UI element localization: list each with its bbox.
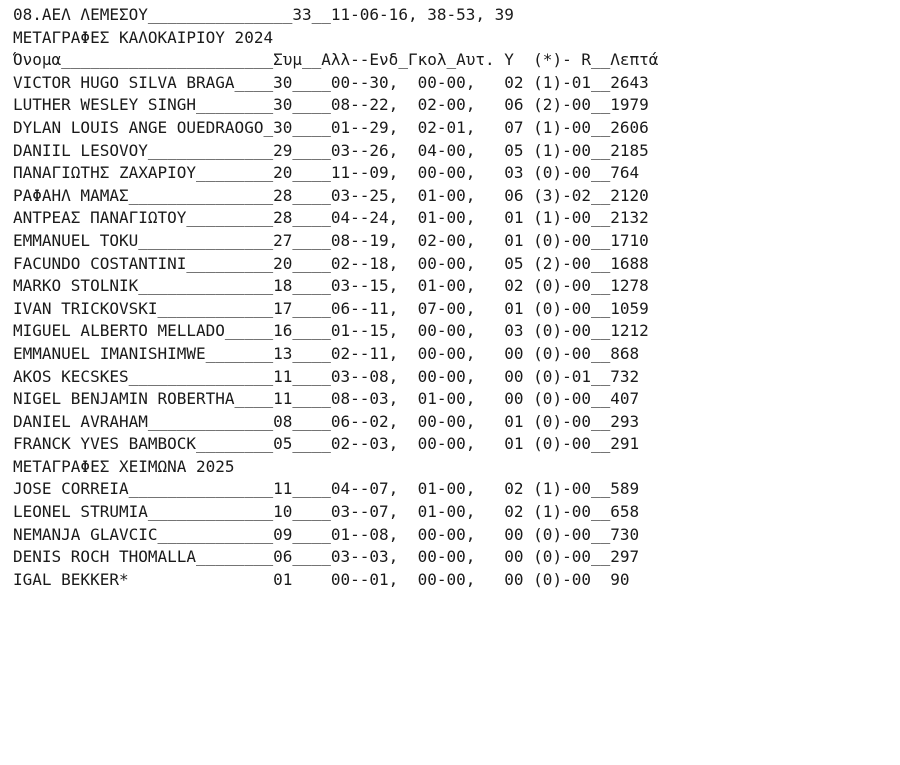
player-row: DANIIL LESOVOY_____________29____03--26, 04-00, 05 (1)-00__2185 [13, 140, 649, 160]
player-row: LEONEL STRUMIA_____________10____03--07, 01-00, 02 (1)-00__658 [13, 502, 640, 522]
player-row: MARKO STOLNIK______________18____03--15, 01-00, 02 (0)-00__1278 [13, 276, 649, 296]
player-row: ΠΑΝΑΓΙΩΤΗΣ ΖΑΧΑΡΙΟΥ________20____11--09, 00-00, 03 (0)-00__764 [13, 163, 640, 183]
player-row: ΡΑΦΑΗΛ ΜΑΜΑΣ_______________28____03--25, 01-00, 06 (3)-02__2120 [13, 185, 649, 205]
player-row: EMMANUEL IMANISHIMWE_______13____02--11, 00-00, 00 (0)-00__868 [13, 343, 640, 363]
player-row: AKOS KECSKES_______________11____03--08, 00-00, 00 (0)-01__732 [13, 366, 640, 386]
player-row: DENIS ROCH THOMALLA________06____03--03, 00-00, 00 (0)-00__297 [13, 547, 640, 567]
team-summary-line: 08.ΑΕΛ ΛΕΜΕΣΟΥ_______________33__11-06-16, 38-53, 39 [13, 5, 514, 24]
player-row: LUTHER WESLEY SINGH________30____08--22, 02-00, 06 (2)-00__1979 [13, 95, 649, 115]
player-row: MIGUEL ALBERTO MELLADO_____16____01--15, 00-00, 03 (0)-00__1212 [13, 321, 649, 341]
player-row: VICTOR HUGO SILVA BRAGA____30____00--30, 00-00, 02 (1)-01__2643 [13, 72, 649, 92]
player-row: IGAL BEKKER* 01 00--01, 00-00, 00 (0)-00 90 [13, 569, 630, 589]
player-row: ΑΝΤΡΕΑΣ ΠΑΝΑΓΙΩΤΟΥ_________28____04--24, 01-00, 01 (1)-00__2132 [13, 208, 649, 228]
player-row: DANIEL AVRAHAM_____________08____06--02, 00-00, 01 (0)-00__293 [13, 411, 640, 431]
player-row: NIGEL BENJAMIN ROBERTHA____11____08--03, 01-00, 00 (0)-00__407 [13, 389, 640, 409]
player-row: EMMANUEL TOKU______________27____08--19, 02-00, 01 (0)-00__1710 [13, 230, 649, 250]
player-row: FRANCK YVES BAMBOCK________05____02--03, 00-00, 01 (0)-00__291 [13, 434, 640, 454]
player-row: FACUNDO COSTANTINI_________20____02--18, 00-00, 05 (2)-00__1688 [13, 253, 649, 273]
section-title-winter: ΜΕΤΑΓΡΑΦΕΣ ΧΕΙΜΩΝΑ 2025 [13, 456, 235, 476]
section-title-summer: ΜΕΤΑΓΡΑΦΕΣ ΚΑΛΟΚΑΙΡΙΟΥ 2024 [13, 27, 274, 47]
player-row: JOSE CORREIA_______________11____04--07, 01-00, 02 (1)-00__589 [13, 479, 640, 499]
player-row: IVAN TRICKOVSKI____________17____06--11, 07-00, 01 (0)-00__1059 [13, 298, 649, 318]
column-header-line: Όνομα______________________Συμ__Αλλ--Ενδ_Γκολ_Αυτ. Υ (*)- R__Λεπτά [13, 50, 659, 70]
player-row: DYLAN LOUIS ANGE OUEDRAOGO_30____01--29, 02-01, 07 (1)-00__2606 [13, 117, 649, 137]
player-row: NEMANJA GLAVCIC____________09____01--08, 00-00, 00 (0)-00__730 [13, 524, 640, 544]
